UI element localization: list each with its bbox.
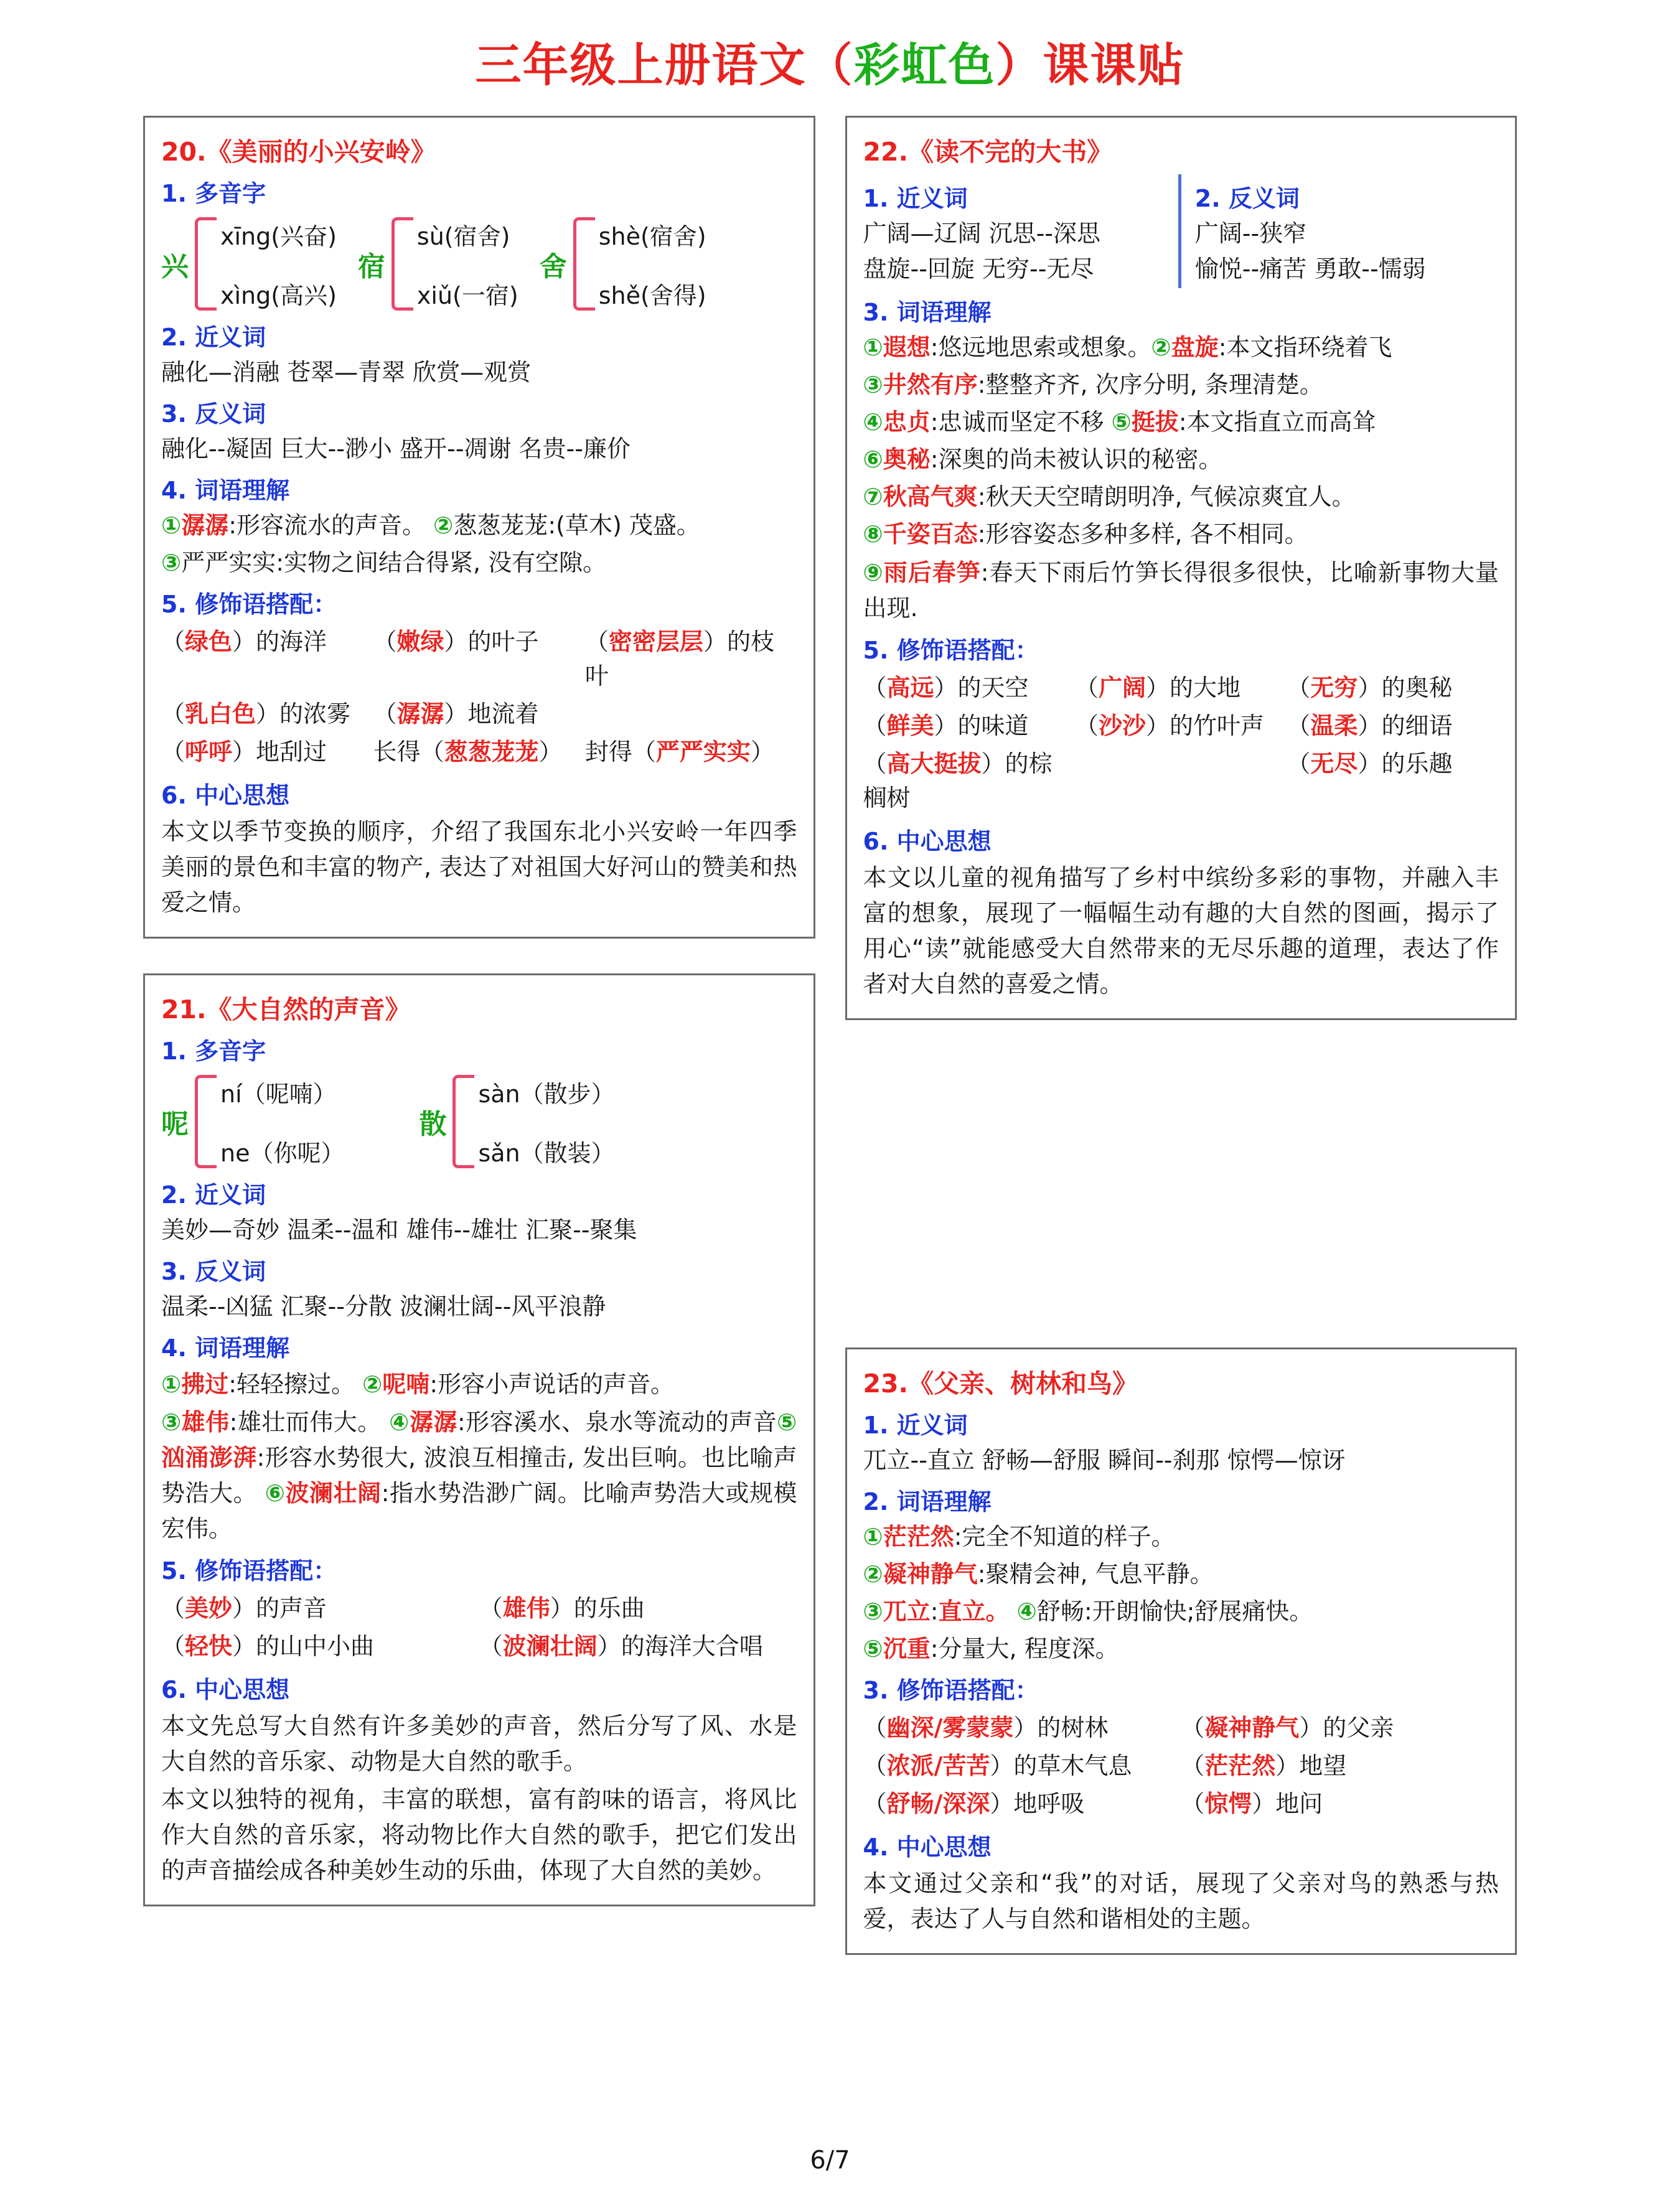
- lesson-card-20: [143, 116, 815, 939]
- modifier-suffix: ）的味道: [934, 711, 1029, 739]
- polyphone-readings: [220, 1075, 344, 1168]
- modifier-item: [479, 1590, 797, 1628]
- entry-def: :整整齐齐, 次序分明, 条理清楚。: [977, 370, 1323, 398]
- polyphone-char: 散: [419, 1108, 447, 1141]
- card-20-modifier-heading: 5. 修饰语搭配：: [161, 590, 337, 618]
- card-22-title: 22.《读不完的大书》: [863, 137, 1113, 167]
- card-21-antonyms: 温柔--凶猛 汇聚--分散 波澜壮阔--风平浪静: [161, 1293, 606, 1321]
- word-entry: [863, 1595, 1499, 1629]
- card-20-modifier-grid: [161, 623, 797, 771]
- modifier-word: 密密层层: [608, 627, 703, 655]
- entry-def: :形容姿态多种多样, 各不相同。: [977, 520, 1308, 548]
- modifier-item: [863, 745, 1075, 817]
- card-21-theme-text-1: 本文先总写大自然有许多美妙的声音，然后分写了风、水是大自然的音乐家、动物是大自然的歌手。: [161, 1712, 797, 1776]
- entry-term: 奥秘: [883, 445, 931, 473]
- card-22-syn-ant-split: [863, 174, 1499, 288]
- card-20-word-list: [161, 509, 797, 580]
- entry-term: 潺潺: [409, 1408, 457, 1436]
- card-22-synonym-heading: 1. 近义词: [863, 185, 968, 212]
- entry-term: 兀立: [883, 1597, 931, 1625]
- bracket-icon: [195, 1075, 217, 1168]
- modifier-prefix: （: [1181, 1713, 1205, 1741]
- entry-number: ①: [863, 333, 883, 361]
- modifier-item: [161, 733, 373, 771]
- modifier-word: 惊愕: [1204, 1789, 1252, 1817]
- entry-def: :本文指直立而高耸: [1178, 408, 1376, 436]
- modifier-item: [863, 1747, 1181, 1785]
- modifier-word: 乳白色: [185, 700, 256, 728]
- modifier-suffix: ）的叶子: [444, 627, 539, 655]
- modifier-suffix: ）的大地: [1145, 673, 1240, 701]
- reading-top: sù(宿舍): [416, 223, 510, 250]
- entry-number: ③: [161, 1408, 182, 1436]
- lesson-card-22: [845, 116, 1517, 1020]
- modifier-prefix: （: [863, 673, 887, 701]
- modifier-item: [1181, 1709, 1499, 1747]
- card-22-word-heading: 3. 词语理解: [863, 298, 992, 326]
- modifier-item: [863, 707, 1075, 745]
- entry-number: ③: [863, 370, 883, 398]
- modifier-prefix: （: [863, 711, 887, 739]
- polyphone-group: [358, 217, 518, 311]
- modifier-suffix: ）: [538, 738, 563, 766]
- modifier-suffix: ）的竹叶声: [1145, 711, 1264, 739]
- modifier-prefix: （: [1074, 711, 1099, 739]
- modifier-prefix: （: [161, 1633, 185, 1661]
- entry-number: ⑤: [1111, 408, 1132, 436]
- entry-def: :(草木) 茂盛。: [548, 511, 700, 539]
- modifier-prefix: （: [584, 627, 609, 655]
- card-23-theme-text: 本文通过父亲和“我”的对话，展现了父亲对鸟的熟悉与热爱，表达了人与自然和谐相处的主题。: [863, 1870, 1499, 1933]
- modifier-suffix: ）的山中小曲: [232, 1633, 375, 1661]
- word-entry: [863, 518, 1499, 551]
- modifier-item: [1287, 669, 1498, 707]
- modifier-suffix: ）的海洋大合唱: [597, 1633, 763, 1661]
- entry-def: :悠远地思索或想象。: [930, 333, 1151, 361]
- card-21-theme-heading: 6. 中心思想: [161, 1676, 290, 1704]
- card-20-synonyms: 融化—消融 苍翠—青翠 欣赏—观赏: [161, 359, 532, 386]
- entry-def: :聚精会神, 气息平静。: [977, 1560, 1214, 1588]
- entry-number: ④: [863, 408, 883, 436]
- modifier-word: 浓派/苦苦: [886, 1751, 990, 1779]
- card-22-word-list: [863, 331, 1499, 626]
- card-21-word-list: [161, 1367, 797, 1547]
- entry-def: :完全不知道的样子。: [954, 1522, 1175, 1550]
- card-20-synonym-heading: 2. 近义词: [161, 324, 266, 351]
- entry-def: :雄壮而伟大。: [229, 1408, 382, 1436]
- modifier-prefix: （: [161, 627, 185, 655]
- entry-term: 挺拔: [1131, 408, 1179, 436]
- card-20-title: 20.《美丽的小兴安岭》: [161, 137, 436, 167]
- modifier-item: [585, 623, 797, 695]
- entry-def: :指水势浩渺广阔。比喻声势浩大或规模宏伟。: [161, 1479, 797, 1543]
- word-entry: [863, 555, 1499, 626]
- modifier-suffix: ）: [750, 738, 774, 766]
- entry-term: 遐想: [883, 333, 931, 361]
- word-entry: [863, 406, 1499, 439]
- card-22-synonym-block: [863, 174, 1178, 288]
- card-21-modifier-heading: 5. 修饰语搭配：: [161, 1557, 337, 1585]
- modifier-word: 高大挺拔: [886, 749, 982, 777]
- card-21-synonym-heading: 2. 近义词: [161, 1181, 266, 1209]
- modifier-suffix: ）地刮过: [232, 738, 327, 766]
- modifier-prefix: （: [1287, 673, 1311, 701]
- reading-bottom: xìng(高兴): [220, 282, 337, 309]
- modifier-prefix: 长得（: [373, 738, 444, 766]
- card-20-polyphone-heading: 1. 多音字: [161, 180, 266, 207]
- modifier-prefix: （: [373, 627, 397, 655]
- entry-def: :本文指环绕着飞: [1218, 333, 1392, 361]
- modifier-item: [161, 1628, 479, 1666]
- modifier-prefix: （: [161, 1595, 185, 1623]
- entry-number: ②: [1151, 333, 1171, 361]
- modifier-prefix: （: [863, 1751, 887, 1779]
- modifier-prefix: （: [161, 700, 185, 728]
- card-22-antonyms-line-2: 愉悦--痛苦 勇敢--懦弱: [1194, 255, 1426, 283]
- polyphone-char: 舍: [539, 251, 567, 283]
- card-20-theme-heading: 6. 中心思想: [161, 782, 290, 810]
- card-23-synonym-heading: 1. 近义词: [863, 1412, 968, 1439]
- modifier-word: 凝神静气: [1204, 1713, 1300, 1741]
- polyphone-char: 兴: [161, 251, 189, 283]
- entry-term: 雨后春笋: [883, 558, 981, 586]
- modifier-prefix: （: [479, 1633, 503, 1661]
- entry-def: :分量大, 程度深。: [930, 1634, 1119, 1662]
- modifier-word: 轻快: [185, 1633, 233, 1661]
- entry-number: ⑦: [863, 482, 883, 510]
- entry-def: :形容水势很大, 波浪互相撞击, 发出巨响。也比喻声势浩大。: [161, 1444, 797, 1507]
- content-columns: [0, 116, 1660, 1955]
- card-21-theme-text-2: 本文以独特的视角，丰富的联想，富有韵味的语言，将风比作大自然的音乐家，将动物比作大自然的歌手，把它们发出的声音描绘成各种美妙生动的乐曲，体现了大自然的美妙。: [161, 1786, 797, 1885]
- polyphone-group: [161, 1075, 344, 1168]
- entry-term: 盘旋: [1171, 333, 1219, 361]
- card-22-theme-text: 本文以儿童的视角描写了乡村中缤纷多彩的事物，并融入丰富的想象，展现了一幅幅生动有趣的大自然的图画，揭示了用心“读”就能感受大自然带来的无尽乐趣的道理，表达了作者对大自然的喜爱之情。: [863, 864, 1499, 998]
- card-23-word-heading: 2. 词语理解: [863, 1488, 992, 1516]
- modifier-prefix: （: [1287, 711, 1311, 739]
- modifier-suffix: ）的父亲: [1299, 1713, 1394, 1741]
- modifier-prefix: （: [863, 749, 887, 777]
- polyphone-group: [161, 217, 337, 311]
- entry-term: 井然有序: [883, 370, 978, 398]
- word-entry: [161, 509, 797, 543]
- word-entry: [863, 1558, 1499, 1591]
- bracket-icon: [392, 217, 413, 311]
- entry-number: ③: [863, 1597, 883, 1625]
- entry-term: 茫茫然: [883, 1522, 954, 1550]
- entry-term: 呢喃: [382, 1371, 430, 1399]
- modifier-item: [373, 695, 584, 733]
- modifier-prefix: （: [1181, 1751, 1205, 1779]
- modifier-item-empty: [585, 695, 797, 733]
- entry-def: :形容溪水、泉水等流动的声音: [457, 1408, 777, 1436]
- entry-number: ①: [161, 1371, 182, 1399]
- entry-def: :深奥的尚未被认识的秘密。: [930, 445, 1222, 473]
- modifier-suffix: ）的乐曲: [550, 1595, 645, 1623]
- modifier-word: 雄伟: [502, 1595, 550, 1623]
- polyphone-readings: [599, 217, 706, 311]
- entry-def: :形容流水的声音。: [228, 511, 426, 539]
- word-entry: [863, 1633, 1499, 1666]
- modifier-prefix: （: [161, 738, 185, 766]
- modifier-prefix: （: [863, 1713, 887, 1741]
- reading-top: xīng(兴奋): [220, 223, 337, 250]
- modifier-item: [161, 1590, 479, 1628]
- reading-top: sàn（散步）: [478, 1080, 615, 1108]
- reading-top: ní（呢喃）: [220, 1080, 337, 1108]
- reading-top: shè(宿舍): [598, 223, 706, 250]
- card-23-modifier-heading: 3. 修饰语搭配：: [863, 1676, 1039, 1704]
- modifier-suffix: ）地流着: [444, 700, 539, 728]
- entry-def: :轻轻擦过。: [228, 1371, 355, 1399]
- card-22-antonym-block: [1178, 174, 1499, 288]
- modifier-item-empty: [1075, 745, 1287, 817]
- card-22-modifier-heading: 5. 修饰语搭配：: [863, 636, 1039, 664]
- card-20-antonyms: 融化--凝固 巨大--渺小 盛开--凋谢 名贵--廉价: [161, 434, 631, 462]
- modifier-prefix: （: [1287, 749, 1311, 777]
- polyphone-char: 呢: [161, 1108, 189, 1141]
- modifier-prefix: （: [479, 1595, 503, 1623]
- modifier-word: 温柔: [1310, 711, 1358, 739]
- entry-number: ⑧: [863, 520, 883, 548]
- word-entry: [161, 1367, 797, 1402]
- modifier-suffix: ）的浓雾: [256, 700, 351, 728]
- modifier-item: [373, 733, 584, 771]
- card-22-theme-heading: 6. 中心思想: [863, 828, 992, 855]
- modifier-prefix: （: [1074, 673, 1099, 701]
- modifier-prefix: （: [863, 1789, 887, 1817]
- modifier-item: [1181, 1747, 1499, 1785]
- entry-def: :春天下雨后竹笋长得很多很快，比喻新事物大量出现.: [863, 558, 1499, 622]
- entry-term: 波澜壮阔: [285, 1479, 382, 1507]
- polyphone-readings: [478, 1075, 614, 1168]
- modifier-item: [585, 733, 797, 771]
- word-entry: [863, 443, 1499, 477]
- card-21-synonyms: 美妙—奇妙 温柔--温和 雄伟--雄壮 汇聚--聚集: [161, 1216, 637, 1244]
- card-23-theme-heading: 4. 中心思想: [863, 1834, 992, 1862]
- card-22-modifier-grid: [863, 669, 1499, 817]
- modifier-word: 鲜美: [886, 711, 934, 739]
- modifier-word: 沙沙: [1098, 711, 1146, 739]
- polyphone-char: 宿: [357, 251, 385, 283]
- entry-term: 舒畅: [1036, 1597, 1084, 1625]
- modifier-item: [161, 623, 373, 695]
- reading-bottom: xiǔ(一宿): [416, 282, 518, 309]
- title-part-2: ）课课贴: [995, 39, 1185, 92]
- modifier-suffix: ）地问: [1252, 1789, 1323, 1817]
- card-23-title: 23.《父亲、树林和鸟》: [863, 1369, 1138, 1399]
- bracket-icon: [453, 1075, 474, 1168]
- card-23-modifier-grid: [863, 1709, 1499, 1823]
- modifier-word: 广阔: [1098, 673, 1146, 701]
- modifier-word: 葱葱茏茏: [444, 738, 539, 766]
- right-column: [845, 116, 1517, 1955]
- bracket-icon: [573, 217, 595, 311]
- modifier-suffix: ）的奥秘: [1358, 673, 1453, 701]
- left-column: [143, 116, 815, 1906]
- entry-term: 千姿百态: [883, 520, 978, 548]
- entry-number: ⑤: [863, 1634, 883, 1662]
- modifier-prefix: （: [1181, 1789, 1205, 1817]
- modifier-item: [863, 669, 1075, 707]
- card-21-title: 21.《大自然的声音》: [161, 995, 411, 1025]
- modifier-suffix: ）的草木气息: [990, 1751, 1132, 1779]
- entry-term: 拂过: [181, 1371, 229, 1399]
- modifier-word: 茫茫然: [1204, 1751, 1276, 1779]
- card-22-synonyms-line-2: 盘旋--回旋 无穷--无尽: [863, 255, 1094, 283]
- modifier-item: [161, 695, 373, 733]
- lesson-card-21: [143, 973, 815, 1906]
- modifier-word: 无尽: [1310, 749, 1358, 777]
- entry-number: ④: [1016, 1597, 1037, 1625]
- modifier-suffix: ）的乐趣: [1358, 749, 1453, 777]
- modifier-suffix: ）的树林: [1013, 1713, 1109, 1741]
- modifier-suffix: ）地望: [1275, 1751, 1347, 1779]
- word-entry: [863, 480, 1499, 514]
- modifier-word: 呼呼: [185, 738, 233, 766]
- word-entry: [863, 368, 1499, 402]
- card-21-antonym-heading: 3. 反义词: [161, 1258, 266, 1286]
- modifier-word: 严严实实: [655, 738, 751, 766]
- modifier-suffix: ）的棕榈树: [863, 749, 1053, 812]
- entry-term: 沉重: [883, 1634, 931, 1662]
- card-22-synonyms-line-1: 广阔—辽阔 沉思--深思: [863, 220, 1101, 247]
- entry-term: 凝神静气: [883, 1560, 978, 1588]
- modifier-item: [1075, 707, 1287, 745]
- bracket-icon: [195, 217, 217, 311]
- modifier-word: 幽深/雾蒙蒙: [886, 1713, 1014, 1741]
- modifier-suffix: ）的海洋: [232, 627, 327, 655]
- modifier-word: 绿色: [185, 627, 233, 655]
- polyphone-readings: [417, 217, 518, 311]
- entry-def: :实物之间结合得紧, 没有空隙。: [276, 548, 607, 576]
- modifier-word: 潺潺: [396, 700, 444, 728]
- entry-def: :开朗愉快;舒展痛快。: [1084, 1597, 1313, 1625]
- card-21-polyphone-heading: 1. 多音字: [161, 1038, 266, 1066]
- card-23-synonyms: 兀立--直立 舒畅—舒服 瞬间--刹那 惊愕—惊讶: [863, 1446, 1346, 1474]
- modifier-item: [863, 1785, 1181, 1823]
- modifier-word: 无穷: [1310, 673, 1358, 701]
- modifier-item: [1075, 669, 1287, 707]
- page-number: 6/7: [810, 2146, 850, 2175]
- entry-number: ⑥: [863, 445, 883, 473]
- entry-def: :: [930, 1597, 939, 1625]
- modifier-suffix: ）的天空: [934, 673, 1029, 701]
- card-20-antonym-heading: 3. 反义词: [161, 400, 266, 428]
- modifier-item: [863, 1709, 1181, 1747]
- reading-bottom: sǎn（散装）: [478, 1140, 615, 1168]
- reading-bottom: ne（你呢）: [220, 1140, 345, 1168]
- modifier-suffix: ）的声音: [232, 1595, 327, 1623]
- entry-number: ①: [863, 1522, 883, 1550]
- entry-number: ②: [362, 1371, 383, 1399]
- modifier-prefix: 封得（: [584, 738, 656, 766]
- modifier-item: [1287, 707, 1498, 745]
- entry-number: ②: [433, 511, 454, 539]
- modifier-prefix: （: [373, 700, 397, 728]
- modifier-item: [373, 623, 584, 695]
- card-20-word-heading: 4. 词语理解: [161, 476, 290, 504]
- modifier-word: 舒畅/深深: [886, 1789, 990, 1817]
- card-23-word-list: [863, 1521, 1499, 1666]
- modifier-item: [479, 1628, 797, 1666]
- entry-number: ⑥: [265, 1479, 286, 1507]
- entry-def: :形容小声说话的声音。: [429, 1371, 675, 1399]
- lesson-card-23: [845, 1347, 1517, 1955]
- word-entry: [863, 1521, 1499, 1554]
- entry-number: ⑨: [863, 558, 884, 586]
- modifier-suffix: ）的细语: [1358, 711, 1453, 739]
- modifier-word: 高远: [886, 673, 934, 701]
- title-part-1: 三年级上册语文（: [475, 39, 854, 92]
- entry-number: ③: [161, 548, 182, 576]
- modifier-word: 嫩绿: [396, 627, 444, 655]
- entry-term: 葱葱茏茏: [453, 511, 548, 539]
- word-entry: [161, 546, 797, 580]
- reading-bottom: shě(舍得): [598, 282, 706, 309]
- polyphone-readings: [220, 217, 337, 311]
- entry-term: 雄伟: [181, 1408, 230, 1436]
- modifier-item: [1287, 745, 1498, 817]
- entry-term: 汹涌澎湃: [161, 1444, 257, 1472]
- entry-def: :忠诚而坚定不移: [930, 408, 1104, 436]
- entry-number: ②: [863, 1560, 883, 1588]
- card-20-polyphone-diagram: [161, 217, 797, 311]
- card-21-word-heading: 4. 词语理解: [161, 1334, 290, 1362]
- entry-def: :秋天天空晴朗明净, 气候凉爽宜人。: [977, 482, 1356, 510]
- entry-number: ①: [161, 511, 182, 539]
- entry-term: 潺潺: [181, 511, 229, 539]
- card-22-antonym-heading: 2. 反义词: [1194, 185, 1300, 212]
- page-title: [0, 0, 1660, 116]
- entry-term: 秋高气爽: [883, 482, 978, 510]
- entry-term-2: 直立。: [938, 1597, 1010, 1625]
- entry-term: 忠贞: [883, 408, 931, 436]
- card-22-antonyms-line-1: 广阔--狭窄: [1194, 220, 1307, 247]
- card-21-modifier-grid: [161, 1590, 797, 1666]
- word-entry: [863, 331, 1499, 365]
- modifier-suffix: ）地呼吸: [990, 1789, 1085, 1817]
- entry-number: ⑤: [777, 1408, 797, 1436]
- modifier-item: [1181, 1785, 1499, 1823]
- entry-term: 严严实实: [181, 548, 276, 576]
- polyphone-group: [540, 217, 706, 311]
- word-entry: [161, 1405, 797, 1547]
- modifier-word: 美妙: [185, 1595, 233, 1623]
- entry-number: ④: [389, 1408, 410, 1436]
- card-21-polyphone-diagram: [161, 1075, 797, 1168]
- modifier-suffix: ）的枝叶: [584, 627, 774, 690]
- title-highlight: 彩虹色: [853, 39, 996, 92]
- polyphone-group: [419, 1075, 614, 1168]
- card-20-theme-text: 本文以季节变换的顺序，介绍了我国东北小兴安岭一年四季美丽的景色和丰富的物产, 表达了对祖国大好河山的赞美和热爱之情。: [161, 818, 797, 917]
- modifier-word: 波澜壮阔: [502, 1633, 598, 1661]
